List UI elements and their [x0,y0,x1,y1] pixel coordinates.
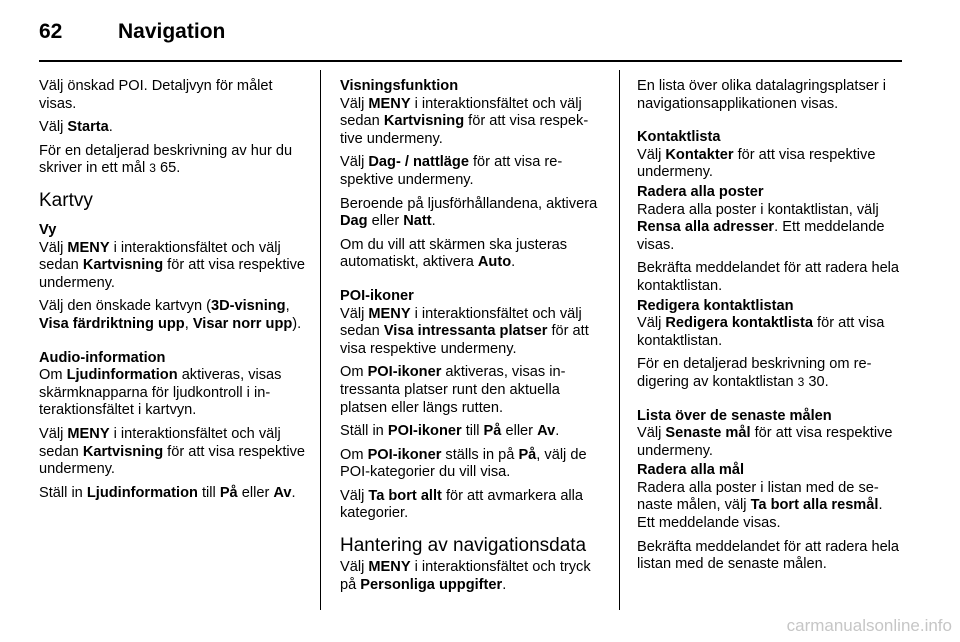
paragraph: Välj Redigera kontaktlista för att visa kontaktlistan. [637,315,885,349]
subheading-poi: POI-ikoner [340,287,414,304]
column-3 [637,78,902,580]
paragraph: Välj Ta bort allt för att avmarkera alla kategorier. [340,487,584,522]
paragraph: För en detaljerad beskrivning av hur du skriver in ett mål 3 65. [39,142,293,177]
watermark: carmanualsonline.info [786,616,952,635]
column-divider-1 [320,70,321,610]
page-ref-arrow-icon: 3 [149,161,156,176]
subheading-radera-alla-mal: Radera alla mål [637,462,745,479]
subheading-vy: Vy [39,221,57,238]
column-2 [340,78,602,600]
page-ref-arrow-icon: 3 [797,374,805,389]
column-divider-2 [619,70,620,610]
subheading-audio: Audio-information [39,349,166,366]
column-1 [39,78,309,508]
paragraph: Välj Starta. [39,119,113,136]
paragraph: Välj MENY i interaktionsfältet och tryck på Personliga uppgifter. [340,559,591,593]
paragraph: Välj Dag- / nattläge för att visa respektive undermeny. [340,154,563,188]
subheading-senaste-malen: Lista över de senaste målen [637,407,832,424]
paragraph: Välj MENY i interaktionsfältet och välj sedan Kartvisning för att visa respektive undermeny. [39,425,306,478]
paragraph: För en detaljerad beskrivning om redigering av kontaktlistan 3 30. [637,356,872,390]
paragraph: Om POI-ikoner ställs in på På, välj de POI-kategorier du vill visa. [340,446,587,481]
paragraph: Välj önskad POI. Detaljvyn för målet visas. [39,78,273,112]
paragraph: Beroende på ljusförhållandena, aktivera Dag eller Natt. [340,195,598,230]
paragraph: Om POI-ikoner aktiveras, visas intressanta platser runt den aktuella platsen eller längs rutten. [340,364,566,416]
paragraph: Välj Kontakter för att visa respektive undermeny. [637,146,876,181]
paragraph: Välj den önskade kartvyn (3D-visning, Visa färdriktning upp, Visar norr upp). [39,298,302,332]
paragraph: Välj MENY i interaktionsfältet och välj sedan Kartvisning för att visa respektive undermeny. [340,95,589,147]
paragraph: En lista över olika datalagringsplatser i navigationsapplikationen visas. [637,78,887,112]
section-heading-hantering: Hantering av navigationsdata [340,535,587,557]
page-number: 62 [39,20,63,43]
paragraph: Välj MENY i interaktionsfältet och välj sedan Kartvisning för att visa respektive undermeny. [39,239,306,291]
paragraph: Välj Senaste mål för att visa respektive undermeny. [637,425,893,459]
paragraph: Ställ in POI-ikoner till På eller Av. [340,423,560,440]
subheading-visningsfunktion: Visningsfunktion [340,78,459,94]
header-rule [39,60,902,62]
paragraph: Bekräfta meddelandet för att radera hela listan med de senaste målen. [637,538,900,573]
paragraph: Om du vill att skärmen ska justeras automatiskt, aktivera Auto. [340,236,568,271]
paragraph: Radera alla poster i kontaktlistan, välj Rensa alla adresser. Ett meddelande visas. [637,201,885,253]
subheading-redigera-kontaktlistan: Redigera kontaktlistan [637,297,794,314]
paragraph: Ställ in Ljudinformation till På eller Av. [39,484,296,501]
paragraph: Om Ljudinformation aktiveras, visas skärmknapparna för ljudkontroll i interaktionsfältet i kartvyn. [39,367,282,419]
page-title: Navigation [118,20,226,43]
paragraph: Radera alla poster i listan med de senaste målen, välj Ta bort alla resmål. Ett meddelande visas. [637,479,883,532]
paragraph: Bekräfta meddelandet för att radera hela kontaktlistan. [637,260,900,294]
subheading-radera-alla-poster: Radera alla poster [637,183,764,200]
section-heading-kartvy: Kartvy [39,189,93,211]
paragraph: Välj MENY i interaktionsfältet och välj sedan Visa intressanta platser för att visa respektive undermeny. [340,305,589,357]
subheading-kontaktlista: Kontaktlista [637,129,721,146]
